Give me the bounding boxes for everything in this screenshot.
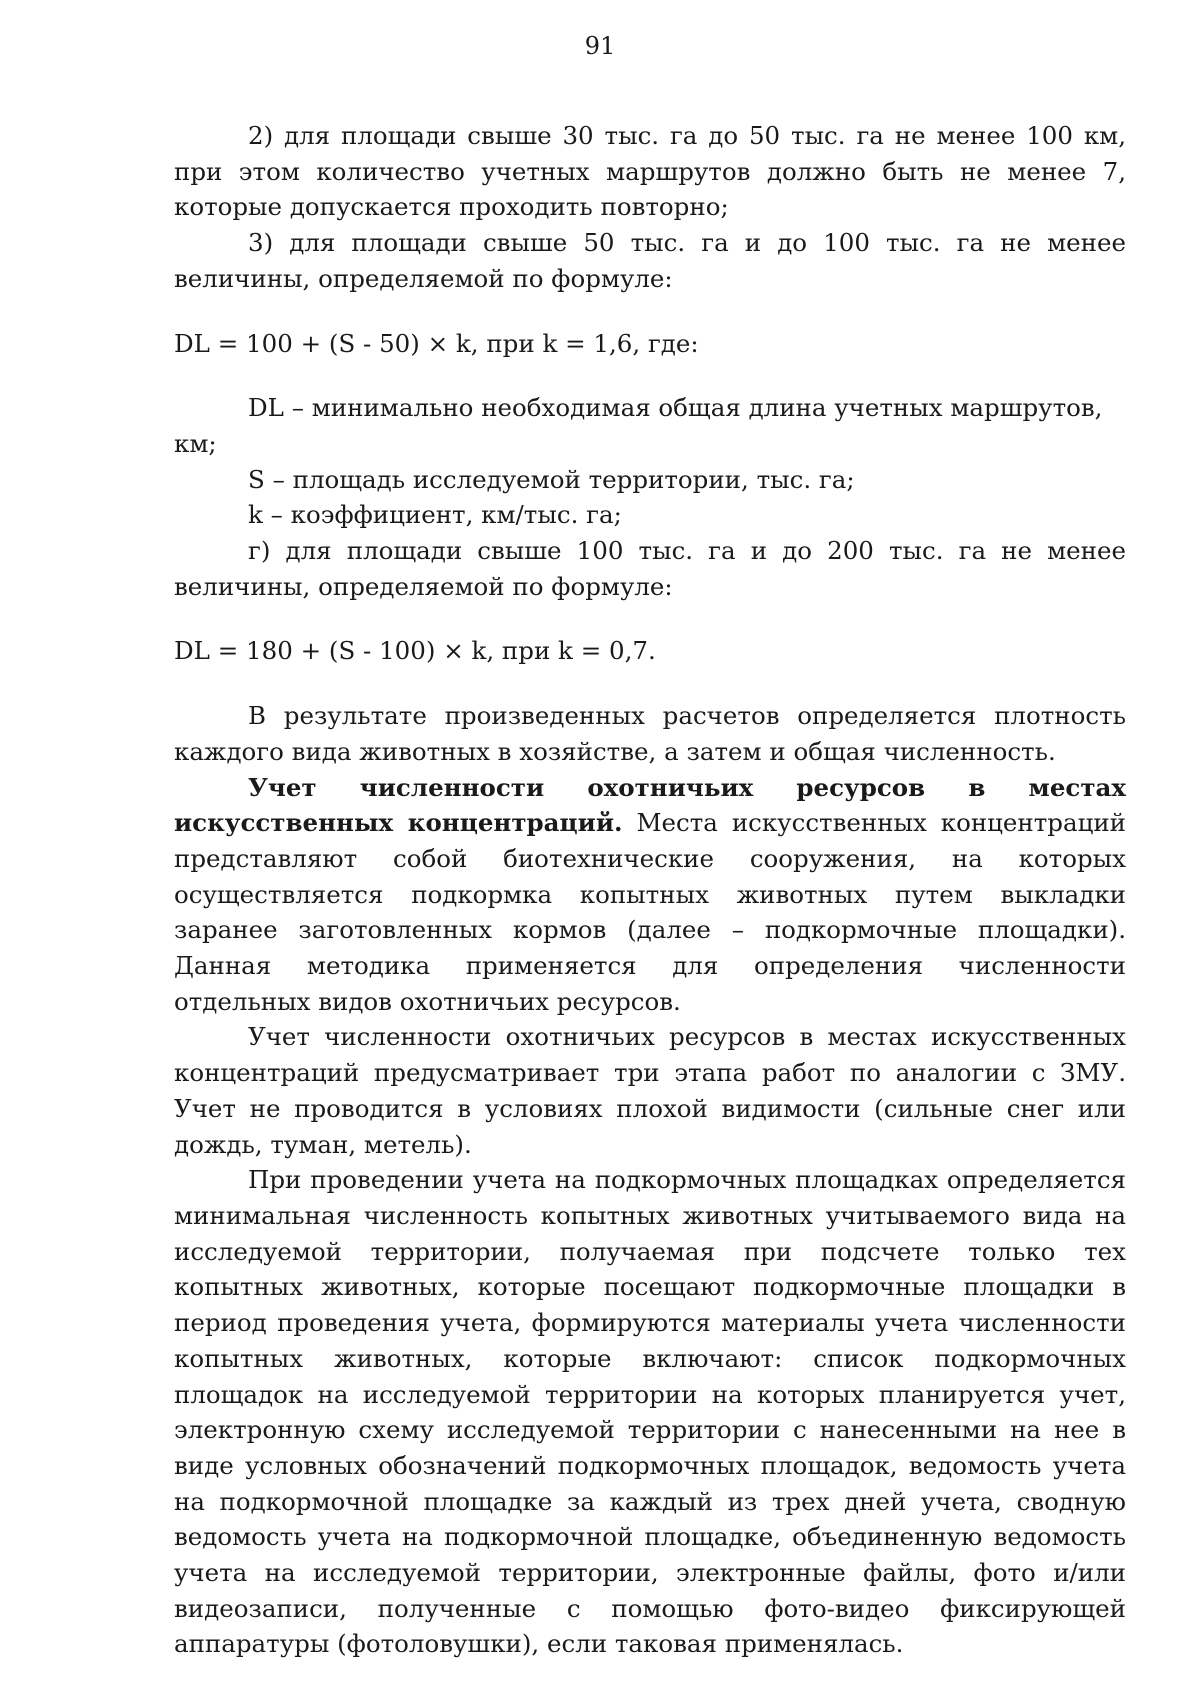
paragraph-stages: Учет численности охотничьих ресурсов в местах искусственных концентраций предусматривает три этапа работ по аналогии с ЗМУ. Учет не проводится в условиях плохой видимости (сильные снег или дождь, туман, метель). <box>174 1022 1126 1159</box>
document-body <box>174 118 1126 1662</box>
formula-dl-100: DL = 100 + (S - 50) × k, при k = 1,6, где: <box>174 328 699 358</box>
paragraph-results: В результате произведенных расчетов определяется плотность каждого вида животных в хозяйстве, а затем и общая численность. <box>174 701 1126 766</box>
section-heading-text: Места искусственных концентраций представляют собой биотехнические сооружения, на которых осуществляется подкормка копытных животных путем выкладки заранее заготовленных кормов (далее – подкормочные площадки). Данная методика применяется для определения численности отдельных видов охотничьих ресурсов. <box>174 808 1127 1016</box>
paragraph-feeding-sites: При проведении учета на подкормочных площадках определяется минимальная численность копытных животных учитываемого вида на исследуемой территории, получаемая при подсчете только тех копытных животных, которые посещают подкормочные площадки в период проведения учета, формируются материалы учета численности копытных животных, которые включают: список подкормочных площадок на исследуемой территории на которых планируется учет, электронную схему исследуемой территории с нанесенными на нее в виде условных обозначений подкормочных площадок, ведомость учета на подкормочной площадке за каждый из трех дней учета, сводную ведомость учета на подкормочной площадке, объединенную ведомость учета на исследуемой территории, электронные файлы, фото и/или видеозаписи, полученные с помощью фото-видео фиксирующей аппаратуры (фотоловушки), если таковая применялась. <box>174 1165 1126 1659</box>
definition-k: k – коэффициент, км/тыс. га; <box>248 500 622 530</box>
definition-s: S – площадь исследуемой территории, тыс. га; <box>248 464 855 494</box>
formula-dl-180: DL = 180 + (S - 100) × k, при k = 0,7. <box>174 636 656 666</box>
paragraph-artificial-concentrations <box>174 770 1126 1020</box>
paragraph-area-100-200: г) для площади свыше 100 тыс. га и до 200 тыс. га не менее величины, определяемой по формуле: <box>174 536 1126 601</box>
section-heading: Учет численности охотничьих ресурсов в местах искусственных концентраций. <box>174 772 1126 838</box>
paragraph-area-30-50: 2) для площади свыше 30 тыс. га до 50 тыс. га не менее 100 км, при этом количество учетных маршрутов должно быть не менее 7, которые допускается проходить повторно; <box>174 121 1126 222</box>
page-number: 91 <box>584 32 616 60</box>
definition-dl: DL – минимально необходимая общая длина учетных маршрутов, км; <box>174 393 1103 458</box>
paragraph-area-50-100: 3) для площади свыше 50 тыс. га и до 100 тыс. га не менее величины, определяемой по формуле: <box>174 228 1126 293</box>
